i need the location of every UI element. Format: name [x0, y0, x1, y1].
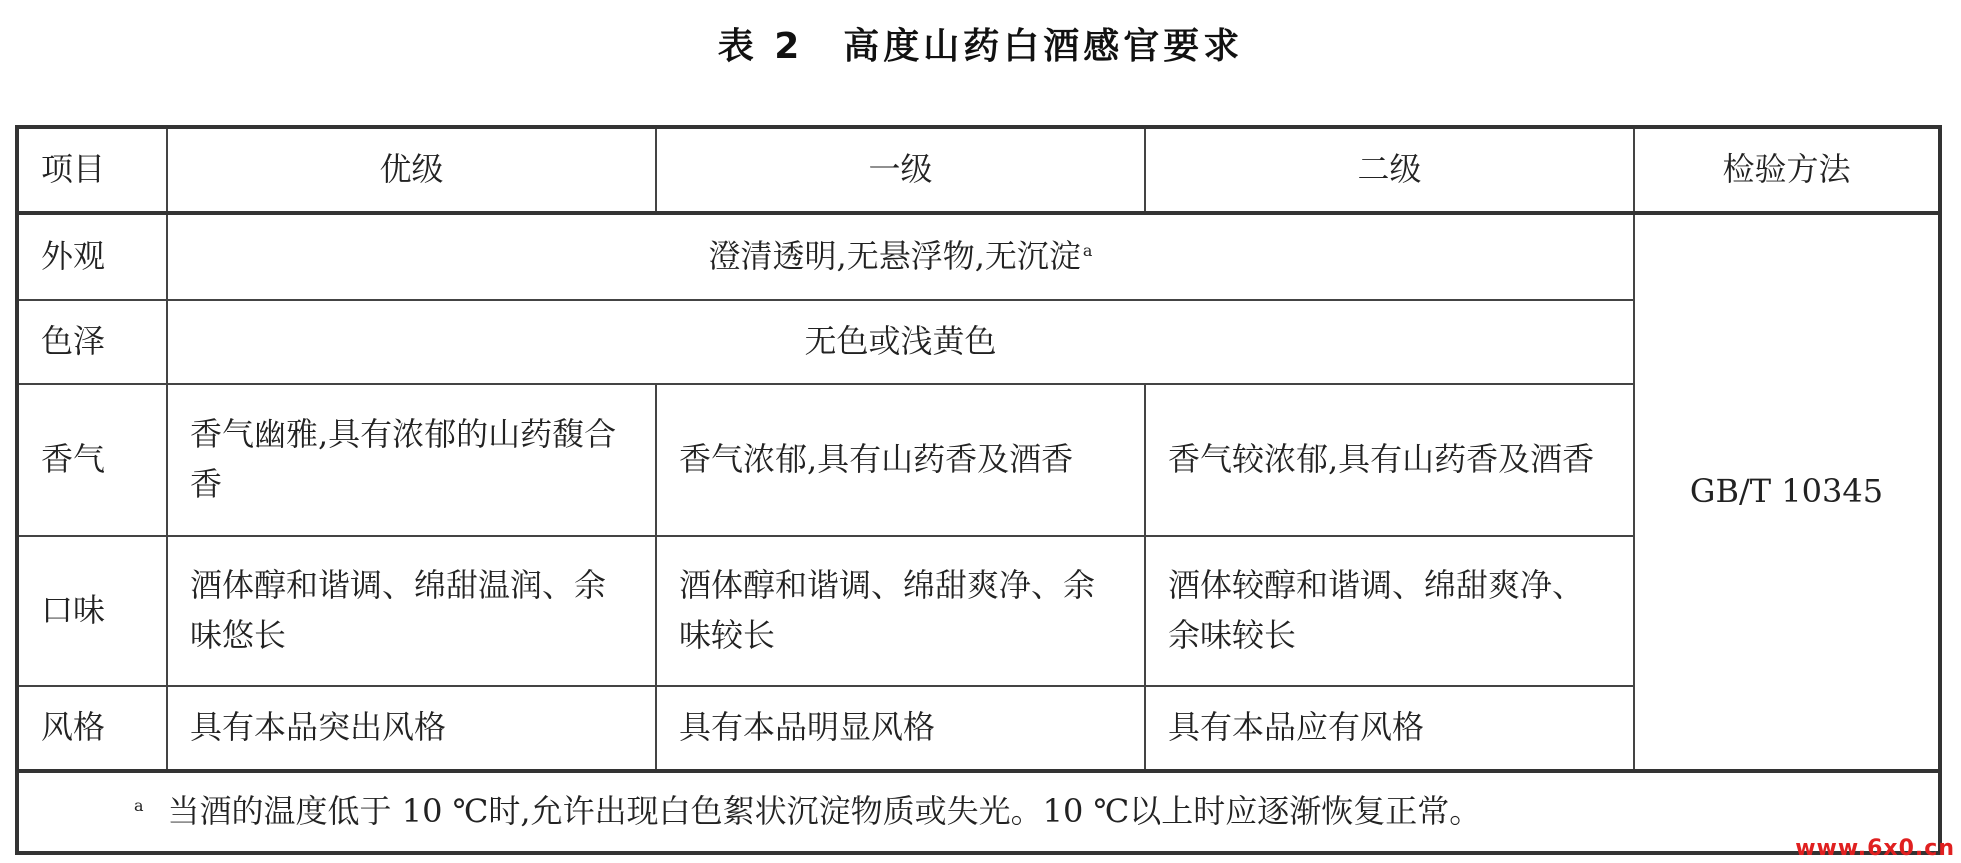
- table-title: [0, 18, 1961, 69]
- taste-grade-first: 酒体醇和谐调、绵甜爽净、余味较长: [656, 536, 1145, 686]
- row-label-aroma: 香气: [17, 384, 167, 536]
- row-label-color: 色泽: [17, 300, 167, 384]
- watermark: www.6x0.cn: [1795, 836, 1955, 861]
- style-grade-second: 具有本品应有风格: [1145, 686, 1634, 771]
- style-grade-first: 具有本品明显风格: [656, 686, 1145, 771]
- appearance-text: 澄清透明,无悬浮物,无沉淀: [708, 237, 1081, 276]
- aroma-grade-premium: 香气幽雅,具有浓郁的山药馥合香: [167, 384, 656, 536]
- row-label-style: 风格: [17, 686, 167, 771]
- color-requirement: 无色或浅黄色: [167, 300, 1634, 384]
- table-caption: 高度山药白酒感官要求: [843, 26, 1244, 67]
- table-footnote-row: [17, 771, 1940, 853]
- footnote-reference: a: [1082, 240, 1093, 260]
- header-item: 项目: [17, 127, 167, 213]
- header-grade-first: 一级: [656, 127, 1145, 213]
- table-row-appearance: [17, 213, 1940, 300]
- footnote-mark: a: [134, 795, 144, 815]
- taste-grade-second: 酒体较醇和谐调、绵甜爽净、余味较长: [1145, 536, 1634, 686]
- appearance-requirement: [167, 213, 1634, 300]
- header-test-method: 检验方法: [1634, 127, 1940, 213]
- row-label-appearance: 外观: [17, 213, 167, 300]
- footnote: [17, 771, 1940, 853]
- sensory-requirements-table: [15, 125, 1942, 855]
- row-label-taste: 口味: [17, 536, 167, 686]
- style-grade-premium: 具有本品突出风格: [167, 686, 656, 771]
- table-header-row: [17, 127, 1940, 213]
- aroma-grade-first: 香气浓郁,具有山药香及酒香: [656, 384, 1145, 536]
- aroma-grade-second: 香气较浓郁,具有山药香及酒香: [1145, 384, 1634, 536]
- footnote-text: 当酒的温度低于 10 ℃时,允许出现白色絮状沉淀物质或失光。10 ℃以上时应逐渐恢复正常。: [167, 792, 1482, 831]
- taste-grade-premium: 酒体醇和谐调、绵甜温润、余味悠长: [167, 536, 656, 686]
- header-grade-premium: 优级: [167, 127, 656, 213]
- table-number: 表 2: [717, 26, 804, 67]
- test-method-value: GB/T 10345: [1634, 213, 1940, 771]
- header-grade-second: 二级: [1145, 127, 1634, 213]
